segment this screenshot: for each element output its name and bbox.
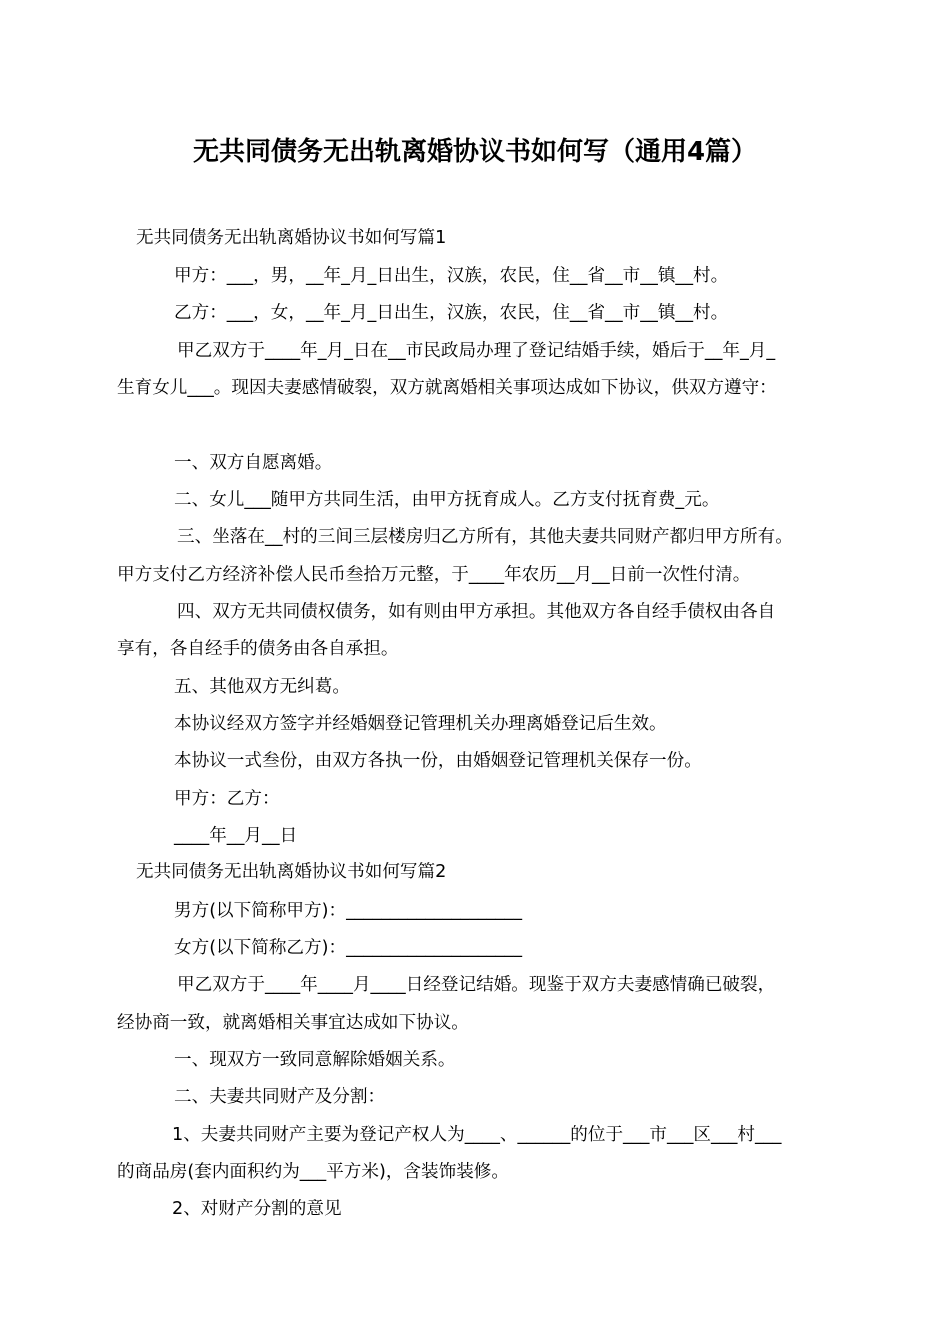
paragraph-party-b: 乙方：___，女，__年_月_日出生，汉族，农民，住__省__市__镇__村。 [174,303,729,323]
clause-5: 五、其他双方无纠葛。 [174,677,350,697]
clause-3-cont: 甲方支付乙方经济补偿人民币叁拾万元整，于____年农历__月__日前一次性付清。 [117,565,751,585]
paragraph-copies: 本协议一式叁份，由双方各执一份，由婚姻登记管理机关保存一份。 [174,751,702,771]
clause-1: 一、双方自愿离婚。 [174,453,333,473]
clause-2: 二、女儿___随甲方共同生活，由甲方抚育成人。乙方支付抚育费_元。 [174,490,720,510]
clause-2-2-1-cont: 的商品房(套内面积约为___平方米)，含装饰装修。 [117,1162,509,1182]
clause-2-2-2: 2、对财产分割的意见 [172,1199,342,1219]
clause-4-cont: 享有，各自经手的债务由各自承担。 [117,639,399,659]
clause-2-2-1: 1、夫妻共同财产主要为登记产权人为____、______的位于___市___区___村___ [172,1125,782,1145]
clause-2-1: 一、现双方一致同意解除婚姻关系。 [174,1050,456,1070]
paragraph-marriage: 甲乙双方于____年_月_日在__市民政局办理了登记结婚手续，婚后于__年_月_ [177,341,776,361]
section-heading-1: 无共同债务无出轨离婚协议书如何写篇1 [136,228,447,248]
paragraph-marriage-2: 甲乙双方于____年____月____日经登记结婚。现鉴于双方夫妻感情确已破裂， [177,975,776,995]
clause-4: 四、双方无共同债权债务，如有则由甲方承担。其他双方各自经手债权由各自 [177,602,776,622]
document-title: 无共同债务无出轨离婚协议书如何写（通用4篇） [192,137,758,167]
clause-2-2: 二、夫妻共同财产及分割： [174,1087,386,1107]
paragraph-male-party: 男方(以下简称甲方)：____________________ [174,901,523,921]
paragraph-female-party: 女方(以下简称乙方)：____________________ [174,938,523,958]
section-heading-2: 无共同债务无出轨离婚协议书如何写篇2 [136,862,447,882]
paragraph-effective: 本协议经双方签字并经婚姻登记管理机关办理离婚登记后生效。 [174,714,667,734]
paragraph-marriage-2-cont: 经协商一致，就离婚相关事宜达成如下协议。 [117,1013,469,1033]
clause-3: 三、坐落在__村的三间三层楼房归乙方所有，其他夫妻共同财产都归甲方所有。 [177,527,793,547]
date-line: ____年__月__日 [174,826,298,846]
signature-line: 甲方：乙方： [174,789,280,809]
paragraph-party-a: 甲方：___，男，__年_月_日出生，汉族，农民，住__省__市__镇__村。 [174,266,729,286]
paragraph-marriage-cont: 生育女儿___。现因夫妻感情破裂，双方就离婚相关事项达成如下协议，供双方遵守： [117,378,777,398]
